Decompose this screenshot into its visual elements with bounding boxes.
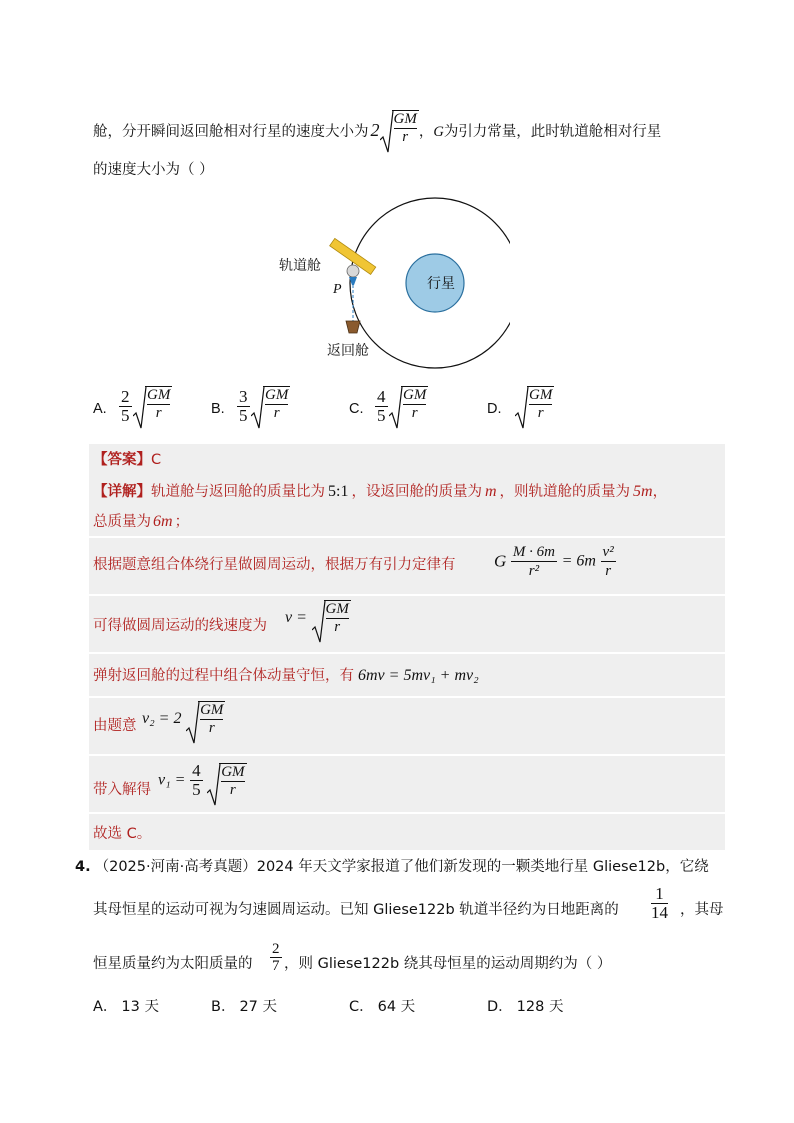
denominator: r [155,405,162,421]
detail-line-2 [93,510,189,531]
option-sqrt [133,386,172,422]
option-fraction [119,388,132,425]
option-sqrt [389,386,428,422]
option-num: 3 [239,387,248,406]
numerator: M · 6m [512,544,555,560]
radical-sign-icon [515,386,529,430]
detail-text: ，则轨道舱的质量为 [499,484,631,500]
option-label: C． [349,999,374,1015]
divider [89,652,725,654]
radical-sign-icon [380,110,394,154]
radical-sign-icon [251,386,265,430]
option-text: 27 天 [239,999,278,1015]
option-den: 5 [121,406,130,425]
denominator: r [273,405,280,421]
detail-line-1 [93,480,667,501]
numerator: GM [265,387,289,403]
mass-m: m [484,483,497,500]
velocity-equation [285,600,351,636]
option-den: 5 [239,406,248,425]
detail-line-4 [93,614,267,635]
gravitation-equation [494,543,616,580]
denominator: 5 [192,780,201,799]
numerator: GM [325,601,349,617]
orbiter-label: 轨道舱 [279,258,321,274]
denominator: r [605,563,612,579]
question-number: 4. [75,859,91,875]
sqrt-gm-r [207,763,246,799]
option-num: 2 [121,387,130,406]
q4-line-3 [93,952,253,973]
detail-text: 由题意 [93,718,137,734]
denominator: r² [528,563,540,579]
radical-sign-icon [133,386,147,430]
detail-tag: 【详解】 [93,484,151,500]
question-text: ，则 Gliese122b 绕其母恒星的运动周期约为（ ） [284,956,612,972]
symbol-g: G [433,124,444,140]
detail-text: 带入解得 [93,782,151,798]
equals: = 6m [561,552,596,570]
numerator: GM [147,387,171,403]
equals: v₁ = [158,771,186,789]
v2-equation [142,701,225,737]
detail-line-5 [93,664,479,685]
numerator: GM [393,111,417,127]
question-text: 舱，分开瞬间返回舱相对行星的速度大小为 [93,124,369,140]
detail-text: ； [174,514,190,530]
symbol-g: G [494,551,507,571]
divider [89,594,725,596]
option-fraction [375,388,388,425]
detail-text: ， [652,484,668,500]
divider [89,696,725,698]
detail-text: 轨道舱与返回舱的质量比为 [151,484,325,500]
radical-sign-icon [207,763,221,807]
denominator: 14 [651,903,668,922]
q4-option-a[interactable] [93,995,159,1016]
option-label: D. [487,401,502,417]
question-line-2 [93,158,214,179]
fraction [601,543,616,580]
q4-option-b[interactable] [211,995,277,1016]
option-num: 4 [377,387,386,406]
detail-text: ，设返回舱的质量为 [351,484,482,500]
orbiter-icon [347,265,359,277]
question-text-cont: 为引力常量，此时轨道舱相对行星 [443,124,662,140]
divider [89,536,725,538]
denominator: r [537,405,544,421]
fraction [190,762,203,799]
conclusion-text: 故选 C。 [93,826,152,842]
detail-text: 根据题意组合体绕行星做圆周运动，根据万有引力定律有 [93,557,456,573]
point-label: P [333,282,342,297]
detail-line-8 [93,822,151,843]
detail-text: 可得做圆周运动的线速度为 [93,618,267,634]
numerator: GM [403,387,427,403]
q4-line-2 [93,898,619,919]
question-text: （2025·河南·高考真题）2024 年天文学家报道了他们新发现的一颗类地行星 Gliese12b，它绕 [94,859,709,875]
denominator: r [208,720,215,736]
question-line-1 [93,110,661,154]
denominator: r [402,129,409,145]
mass-5m: 5m [633,483,653,500]
divider [89,812,725,814]
comma: ， [418,124,434,140]
question-text: 恒星质量约为太阳质量的 [93,956,253,972]
capsule-label: 返回舱 [327,343,369,359]
fraction-1-14 [651,885,668,922]
denominator: 7 [272,958,280,974]
momentum-equation: 6mv = 5mv₁ + mv₂ [358,667,479,684]
option-sqrt [251,386,290,422]
option-fraction [237,388,250,425]
q4-line-2-tail [680,898,724,919]
option-label: B． [211,999,236,1015]
sqrt-gm-r [186,701,225,737]
option-label: A. [93,401,107,417]
option-text: 13 天 [121,999,159,1015]
option-label: C. [349,401,364,417]
question-text: ，其母 [680,902,724,918]
coefficient: 2 [370,120,380,140]
option-text: 128 天 [516,999,564,1015]
v1-equation [158,762,247,799]
denominator: r [334,619,341,635]
option-label: B. [211,401,225,417]
numerator: 1 [651,885,668,904]
numerator: v² [602,544,614,560]
numerator: 2 [272,941,280,957]
capsule-icon [346,321,360,333]
sqrt-gm-r [312,600,351,636]
answer-value: C [151,452,162,468]
option-label: D． [487,999,513,1015]
question-text: 其母恒星的运动可视为匀速圆周运动。已知 Gliese122b 轨道半径约为日地距离的 [93,902,619,918]
answer-tag: 【答案】 [93,452,151,468]
numerator: GM [221,763,245,780]
detail-line-6 [93,714,137,735]
numerator: GM [200,702,224,718]
option-label: A． [93,999,118,1015]
detail-text: 弹射返回舱的过程中组合体动量守恒，有 [93,668,354,684]
numerator: 4 [192,761,201,780]
question-text-2: 的速度大小为（ ） [93,162,214,178]
orbit-figure [270,185,510,375]
option-text: 64 天 [377,999,416,1015]
sqrt-gm-r [380,110,419,154]
radical-sign-icon [312,600,326,644]
planet-label: 行星 [427,276,455,292]
denominator: r [229,781,236,798]
detail-line-3 [93,553,456,574]
option-sqrt [515,386,554,422]
mass-6m: 6m [153,513,173,530]
radical-sign-icon [186,701,200,745]
fraction-2-7 [270,941,282,974]
mass-ratio: 5:1 [328,483,349,500]
equals: v = [285,609,307,626]
equals: v₂ = 2 [142,710,182,727]
q4-option-c[interactable] [349,995,415,1016]
fraction [511,543,557,580]
option-den: 5 [377,406,386,425]
detail-text: 总质量为 [93,514,151,530]
answer-line [93,448,161,469]
q4-line-1 [75,855,709,876]
radical-sign-icon [389,386,403,430]
q4-line-3-tail [284,952,611,973]
divider [89,754,725,756]
numerator: GM [529,387,553,403]
denominator: r [411,405,418,421]
q4-option-d[interactable] [487,995,563,1016]
detail-line-7 [93,778,151,799]
